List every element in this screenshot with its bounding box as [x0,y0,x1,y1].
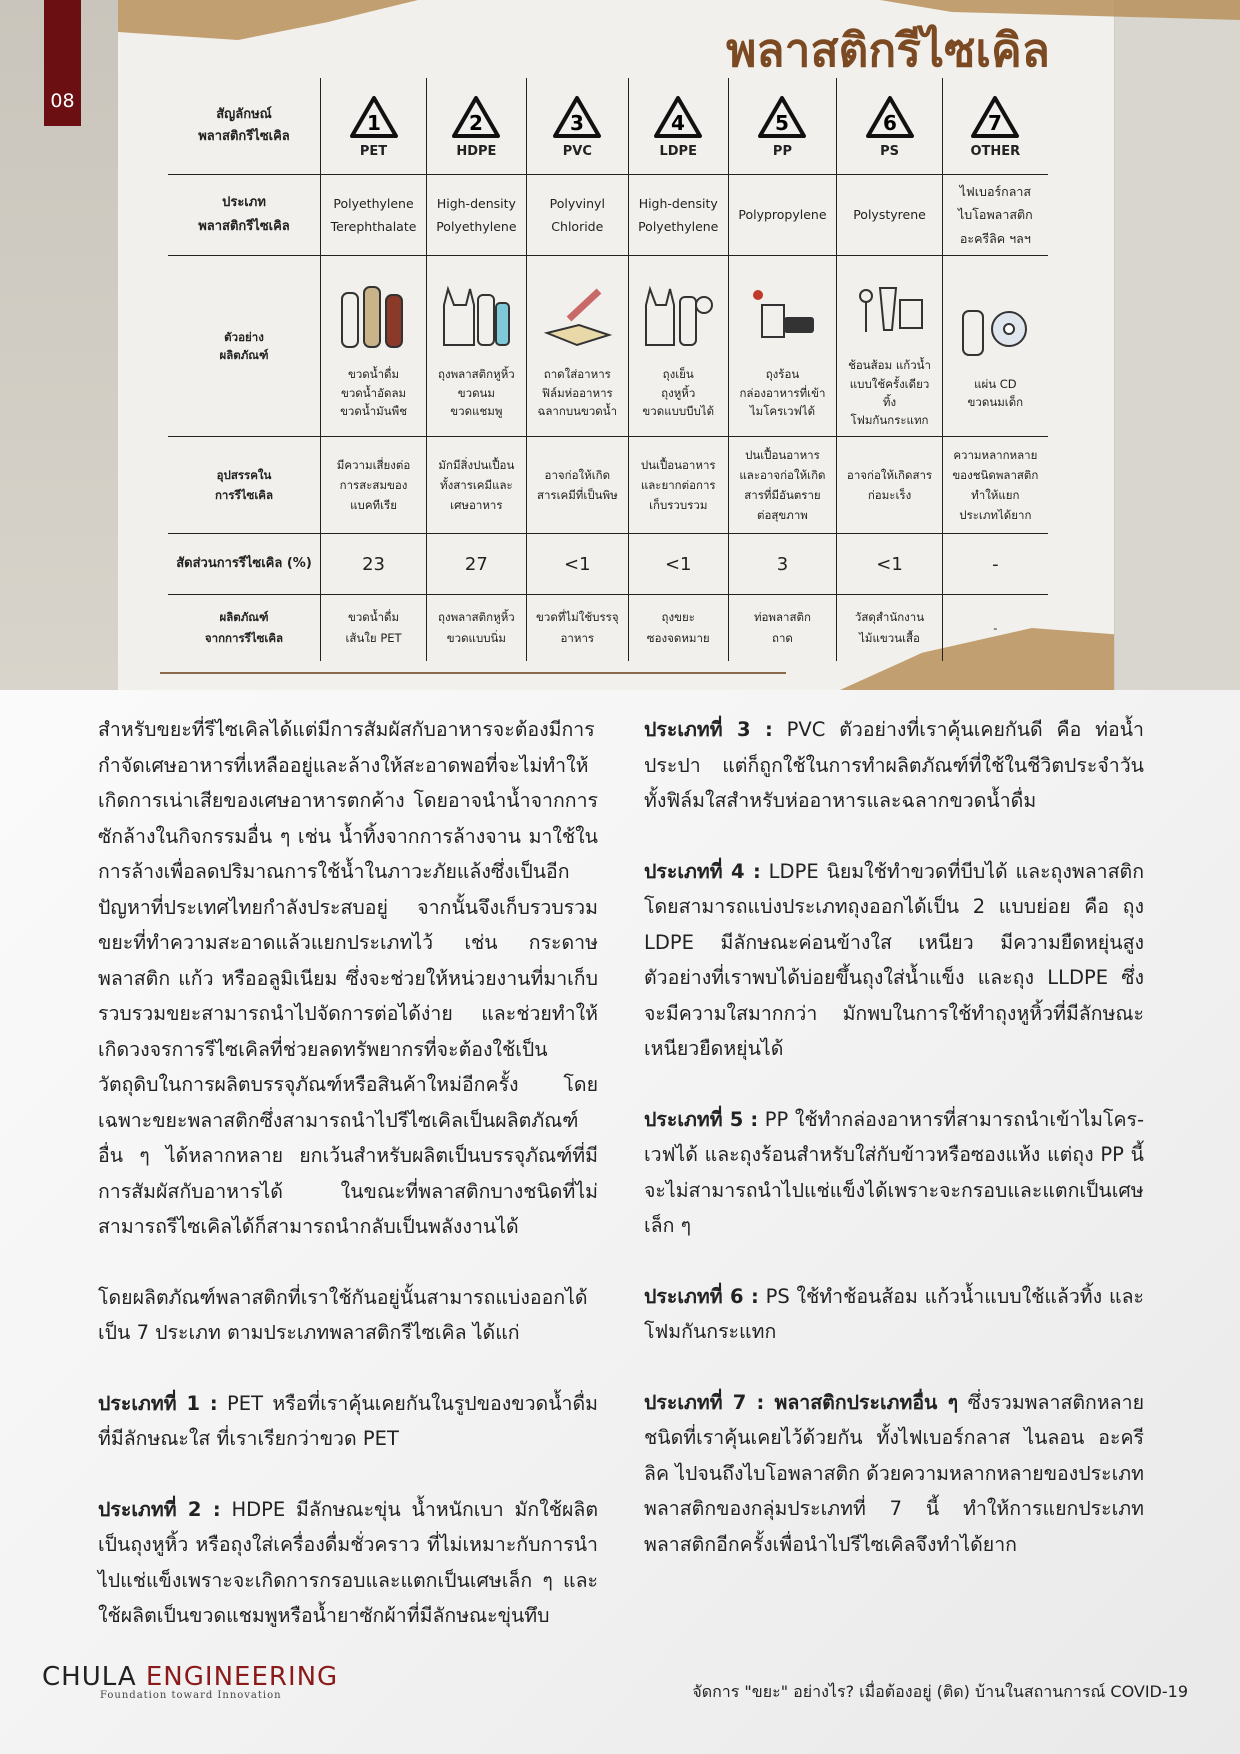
recycling-obstacle-line: การสะสมของ [339,477,408,492]
paragraph-type-6 [644,1279,1144,1350]
recycle-code-cell [321,78,427,175]
example-products-line: ขวดนม [457,385,495,400]
plastic-type [427,175,527,256]
recycling-obstacle [628,437,728,534]
plastic-code: PP [772,143,792,159]
recycle-triangle-icon [450,94,502,142]
plastic-type [628,175,728,256]
product-illustration [731,271,835,351]
recycling-ratio: <1 [628,534,728,595]
recycling-ratio: <1 [526,534,628,595]
recycling-obstacle [526,437,628,534]
recycling-obstacle-line: มีความเสี่ยงต่อ [336,457,411,472]
row-label-line: ตัวอย่าง [224,329,264,344]
page-number: 08 [50,90,75,112]
recycling-obstacle-line: เก็บรวบรวม [649,498,708,513]
product-illustration-icon [438,275,514,351]
recycling-obstacle-line: อาจก่อให้เกิด [544,467,611,482]
chula-engineering-logo [42,1662,338,1692]
recycling-ratio: 3 [728,534,837,595]
right-text-column [644,712,1144,1597]
type-label: ประเภทที่ 4 : [644,859,761,883]
example-products-line: กล่องอาหารที่เข้า [739,385,826,400]
recycling-obstacle-line: และอาจก่อให้เกิด [739,467,826,482]
paragraph-type-2 [98,1492,598,1634]
paragraph-type-3 [644,712,1144,819]
example-products-line: ถุงร้อน [765,367,800,382]
product-illustration [945,281,1046,361]
row-label-obstacle [168,437,321,534]
recycled-product-line: ถาด [772,631,793,645]
example-products [942,256,1048,437]
product-illustration-icon [336,275,412,351]
recycle-triangle-icon [969,94,1021,142]
plastic-type-line: Polyethylene [436,219,517,234]
recycled-product-line: ขวดน้ำดื่ม [347,610,400,625]
recycling-obstacle-line: ทำให้แยก [971,488,1020,502]
plastic-code: OTHER [970,143,1021,159]
recycle-number: 3 [570,110,585,135]
example-products [427,256,527,437]
recycling-obstacle-line: ปนเปื้อนอาหาร [745,447,820,462]
product-illustration-icon [744,275,820,351]
plastic-type [728,175,837,256]
plastic-type-line: ไบโอพลาสติก [958,207,1033,223]
example-products-line: แบบใช้ครั้งเดียว [849,376,930,391]
plastic-type-line: Polyethylene [638,219,719,234]
recycling-obstacle-line: ประเภทได้ยาก [959,508,1032,523]
row-label-line: อุปสรรคใน [216,467,272,482]
example-products [321,256,427,437]
example-products [837,256,942,437]
recycling-obstacle-line: และยากต่อการ [640,477,716,492]
row-symbol [168,78,1048,175]
recycling-ratio: - [992,553,999,575]
row-label-line: พลาสติกรีไซเคิล [198,129,290,144]
row-type [168,175,1048,256]
type-text: PVC ตัวอย่างที่เราคุ้นเคยกันดี คือ ท่อน้ำประปา แต่ก็ถูกใช้ในการทำผลิตภัณฑ์ที่ใช้ในชีวิตประจำวัน ทั้งฟิล์มใสสำหรับห่ออาหารและฉลากขวดน้ำดื่ม [644,718,1145,812]
plastic-type [837,175,942,256]
row-ratio [168,534,1048,595]
type-text: LDPE นิยมใช้ทำขวดที่บีบได้ และถุงพลาสติกโดยสามารถแบ่งประเภทถุงออกได้เป็น 2 แบบย่อย คือ ถุง LDPE มีลักษณะค่อนข้างใส เหนียว มีความยืดหยุ่นสูง ตัวอย่างที่เราพบได้บ่อยขึ้นถุงใส่น้ำแข็ง และถุง LLDPE ซึ่งจะมีความใสมากกว่า มักพบในการใช้ทำถุงหูหิ้วที่มีลักษณะเหนียวยืดหยุ่นได้ [644,859,1144,1060]
example-products-line: ขวดแชมพู [450,404,503,419]
type-label: ประเภทที่ 1 : [98,1391,218,1415]
recycling-obstacle-line: เศษอาหาร [450,498,503,513]
plastic-type-line: Polyethylene [333,195,414,211]
row-label-line: ผลิตภัณฑ์ [219,610,269,625]
product-illustration-icon [957,285,1033,361]
recycling-obstacle-line: สารที่มีอันตราย [744,488,821,502]
recycle-number: 4 [671,110,686,135]
product-illustration-icon [640,275,716,351]
plastic-type [526,175,628,256]
plastic-type-line: อะครีลิค ฯลฯ [959,230,1031,246]
row-label-line: สัญลักษณ์ [216,106,272,122]
example-products-line: ขวดนมเด็ก [967,395,1024,409]
type-label: ประเภทที่ 2 : [98,1497,221,1521]
example-products-line: ถาดใส่อาหาร [543,367,611,382]
row-label-line: ผลิตภัณฑ์ [219,348,269,362]
row-label-type [168,175,321,256]
example-products-line: โฟมกันกระแทก [850,413,929,428]
recycled-product-line: วัสดุสำนักงาน [854,610,925,625]
row-example [168,256,1048,437]
recycling-obstacle [728,437,837,534]
example-products [526,256,628,437]
logo-text-b: ENGINEERING [145,1662,339,1692]
recycling-ratio: <1 [837,534,942,595]
recycled-product [526,595,628,662]
recycling-obstacle-line: ทั้งสารเคมีและ [440,477,513,492]
recycled-product-line: ถุงขยะ [661,610,695,625]
row-label-line: จากการรีไซเคิล [204,631,284,645]
example-products-line: ฟิล์มห่ออาหาร [541,385,613,400]
recycled-product-line: ขวดแบบนิ่ม [446,631,506,645]
plastic-type-line: Polystyrene [853,207,926,223]
recycling-obstacle-line: มักมีสิ่งปนเปื้อน [438,457,515,472]
recycled-product [837,595,942,662]
recycle-code-cell [837,78,942,175]
type-text: PP ใช้ทำกล่องอาหารที่สามารถนำเข้าไมโคร-เวฟได้ และถุงร้อนสำหรับใส่กับข้าวหรือซองแห้ง แต่ถุง PP นี้จะไม่สามารถนำไปแช่แข็งได้เพราะจะกรอบและแตกเป็นเศษเล็ก ๆ [644,1107,1145,1237]
plastic-code: PVC [562,143,592,159]
left-text-column [98,712,598,1669]
example-products-line: ถุงเย็น [662,367,694,382]
recycled-product-line: ซองจดหมาย [646,631,710,645]
example-products-line: ทิ้ง [882,395,897,409]
product-illustration-icon [852,266,928,342]
recycle-number: 6 [882,110,897,135]
example-products-line: ขวดน้ำดื่ม [347,367,400,382]
type-text: HDPE มีลักษณะขุ่น น้ำหนักเบา มักใช้ผลิตเป็นถุงหูหิ้ว หรือถุงใส่เครื่องดื่มชั่วคราว ที่ไม่เหมาะกับการนำไปแช่แข็งเพราะจะเกิดการกรอบและแตกเป็นเศษเล็ก ๆ และใช้ผลิตเป็นขวดแชมพูหรือน้ำยาซักผ้าที่มีลักษณะขุ่นทึบ [98,1497,599,1627]
recycling-obstacle [837,437,942,534]
paragraph-types-intro: โดยผลิตภัณฑ์พลาสติกที่เราใช้กันอยู่นั้นสามารถแบ่งออกได้เป็น 7 ประเภท ตามประเภทพลาสติกรีไซเคิล ได้แก่ [98,1285,588,1344]
recycling-ratio: 23 [321,534,427,595]
plastic-type-line: Polypropylene [738,207,827,223]
recycling-obstacle [427,437,527,534]
plastic-type-line: Polyvinyl [549,195,605,211]
plastic-code: PS [880,143,899,159]
paragraph-type-4 [644,854,1144,1067]
recycle-triangle-icon [348,94,400,142]
recycling-obstacle-line: ก่อมะเร็ง [867,488,912,502]
example-products-line: ขวดน้ำมันพืช [340,404,407,419]
plastic-type-line: Chloride [551,219,604,234]
plastic-type [321,175,427,256]
recycle-code-cell [526,78,628,175]
recycle-code-cell [942,78,1048,175]
recycling-obstacle [942,437,1048,534]
recycled-product [728,595,837,662]
recycled-product [628,595,728,662]
footer-caption: จัดการ "ขยะ" อย่างไร? เมื่อต้องอยู่ (ติด) บ้านในสถานการณ์ COVID-19 [692,1682,1188,1701]
logo-tagline: Foundation toward Innovation [100,1690,282,1701]
recycling-ratio: 27 [427,534,527,595]
row-label-ratio [168,534,321,595]
product-illustration [529,271,626,351]
row-label-example [168,256,321,437]
example-products-line: ถุงพลาสติกหูหิ้ว [438,367,515,382]
recycle-number: 7 [988,110,1003,135]
row-obstacle [168,437,1048,534]
type-label: ประเภทที่ 5 : [644,1107,759,1131]
paragraph-type-5 [644,1102,1144,1244]
recycled-product-line: ท่อพลาสติก [753,610,811,625]
recycled-product [321,595,427,662]
recycled-product-line: ขวดที่ไม่ใช้บรรจุ [536,610,619,625]
plastic-code: LDPE [659,143,697,159]
recycled-product-line: เส้นใย PET [345,631,402,645]
paragraph-type-1 [98,1386,598,1457]
recycled-product-line: - [993,620,998,635]
recycling-obstacle [321,437,427,534]
row-label-product [168,595,321,662]
plastic-type-line: ไฟเบอร์กลาส [959,184,1032,200]
row-label-line: พลาสติกรีไซเคิล [198,219,290,234]
product-illustration [839,262,939,342]
example-products-line: ฉลากบนขวดน้ำ [537,404,618,419]
type-label: ประเภทที่ 7 : พลาสติกประเภทอื่น ๆ [644,1390,959,1414]
recycling-obstacle-line: ความหลากหลาย [953,447,1038,462]
product-illustration-icon [539,275,615,351]
recycle-number: 2 [469,110,484,135]
recycled-product [427,595,527,662]
example-products-line: แผ่น CD [974,376,1017,391]
example-products-line: ไมโครเวฟได้ [749,404,816,419]
recycle-triangle-icon [652,94,704,142]
paragraph-intro: สำหรับขยะที่รีไซเคิลได้แต่มีการสัมผัสกับอาหารจะต้องมีการกำจัดเศษอาหารที่เหลืออยู่และล้างให้สะอาดพอที่จะไม่ทำให้เกิดการเน่าเสียของเศษอาหารตกค้าง โดยอาจนำน้ำจากการซักล้างในกิจกรรมอื่น ๆ เช่น น้ำทิ้งจากการล้างจาน มาใช้ในการล้างเพื่อลดปริมาณการใช้น้ำในภาวะภัยแล้งซึ่งเป็นอีกปัญหาที่ประเทศไทยกำลังประสบอยู่ จากนั้นจึงเก็บรวบรวมขยะที่ทำความสะอาดแล้วแยกประเภทไว้ เช่น กระดาษ พลาสติก แก้ว หรืออลูมิเนียม ซึ่งจะช่วยให้หน่วยงานที่มาเก็บรวบรวมขยะสามารถนำไปจัดการต่อได้ง่าย และช่วยทำให้เกิดวงจรการรีไซเคิลที่ช่วยลดทรัพยากรที่จะต้องใช้เป็นวัตถุดิบในการผลิตบรรจุภัณฑ์หรือสินค้าใหม่อีกครั้ง โดยเฉพาะขยะพลาสติกซึ่งสามารถนำไปรีไซเคิลเป็นผลิตภัณฑ์อื่น ๆ ได้หลากหลาย ยกเว้นสำหรับผลิตเป็นบรรจุภัณฑ์ที่มีการสัมผัสกับอาหารได้ ในขณะที่พลาสติกบางชนิดที่ไม่สามารถรีไซเคิลได้ก็สามารถนำกลับเป็นพลังงานได้ [98,718,598,1238]
example-products [628,256,728,437]
recycling-obstacle-line: สารเคมีที่เป็นพิษ [536,488,618,502]
product-illustration [631,271,726,351]
recycling-obstacle-line: แบคทีเรีย [350,498,397,513]
recycled-product-line: ไม้แขวนเสื้อ [859,631,920,645]
example-products-line: ขวดแบบบีบได้ [642,404,715,419]
recycled-product [942,595,1048,662]
recycling-obstacle-line: ต่อสุขภาพ [757,508,808,523]
recycling-obstacle-line: ปนเปื้อนอาหาร [640,457,716,472]
plastic-type-line: High-density [638,195,718,211]
type-text: PS ใช้ทำช้อนส้อม แก้วน้ำแบบใช้แล้วทิ้ง และโฟมกันกระแทก [644,1284,1144,1343]
recycling-obstacle-line: อาจก่อให้เกิดสาร [846,467,933,482]
recycling-obstacle-line: ของชนิดพลาสติก [952,467,1039,482]
type-text: ซึ่งรวมพลาสติกหลายชนิดที่เราคุ้นเคยไว้ด้วยกัน ทั้งไฟเบอร์กลาส ไนลอน อะครีลิค ไปจนถึงไบโอพลาสติก ด้วยความหลากหลายของประเภทพลาสติกของกลุ่มประเภทที่ 7 นี้ ทำให้การแยกประเภทพลาสติกอีกครั้งเพื่อนำไปรีไซเคิลจึงทำได้ยาก [644,1390,1144,1556]
row-label-line: การรีไซเคิล [214,488,274,502]
recycle-triangle-icon [864,94,916,142]
example-products-line: ช้อนส้อม แก้วน้ำ [848,358,931,373]
recycled-product-line: ถุงพลาสติกหูหิ้ว [438,610,515,625]
recycle-code-cell [427,78,527,175]
product-illustration [429,271,524,351]
example-products-line: ขวดน้ำอัดลม [340,385,407,400]
type-label: ประเภทที่ 6 : [644,1284,759,1308]
example-products-line: ถุงหูหิ้ว [661,385,696,400]
divider [160,672,786,674]
recycle-code-cell [728,78,837,175]
recycle-number: 5 [775,110,790,135]
recycle-code-cell [628,78,728,175]
recycle-triangle-icon [756,94,808,142]
example-products [728,256,837,437]
plastic-code: PET [359,143,388,159]
product-illustration [323,271,424,351]
row-label-symbol [168,78,321,175]
type-label: ประเภทที่ 3 : [644,718,773,741]
row-label-line: ประเภท [222,194,266,210]
paragraph-type-7 [644,1385,1144,1563]
recycle-triangle-icon [551,94,603,142]
infographic-title: พลาสติกรีไซเคิล [726,23,1050,77]
plastic-type-line: High-density [436,195,516,211]
plastic-type-line: Terephthalate [330,219,417,234]
plastic-type [942,175,1048,256]
row-label-line: สัดส่วนการรีไซเคิล (%) [176,555,312,571]
type-text: PET หรือที่เราคุ้นเคยกันในรูปของขวดน้ำดื่มที่มีลักษณะใส ที่เราเรียกว่าขวด PET [98,1391,598,1450]
recycling-table [168,78,1048,661]
recycled-product-line: อาหาร [560,631,595,645]
recycle-number: 1 [366,110,381,135]
row-product [168,595,1048,662]
plastic-code: HDPE [456,143,497,159]
logo-text-a: CHULA [42,1662,146,1692]
